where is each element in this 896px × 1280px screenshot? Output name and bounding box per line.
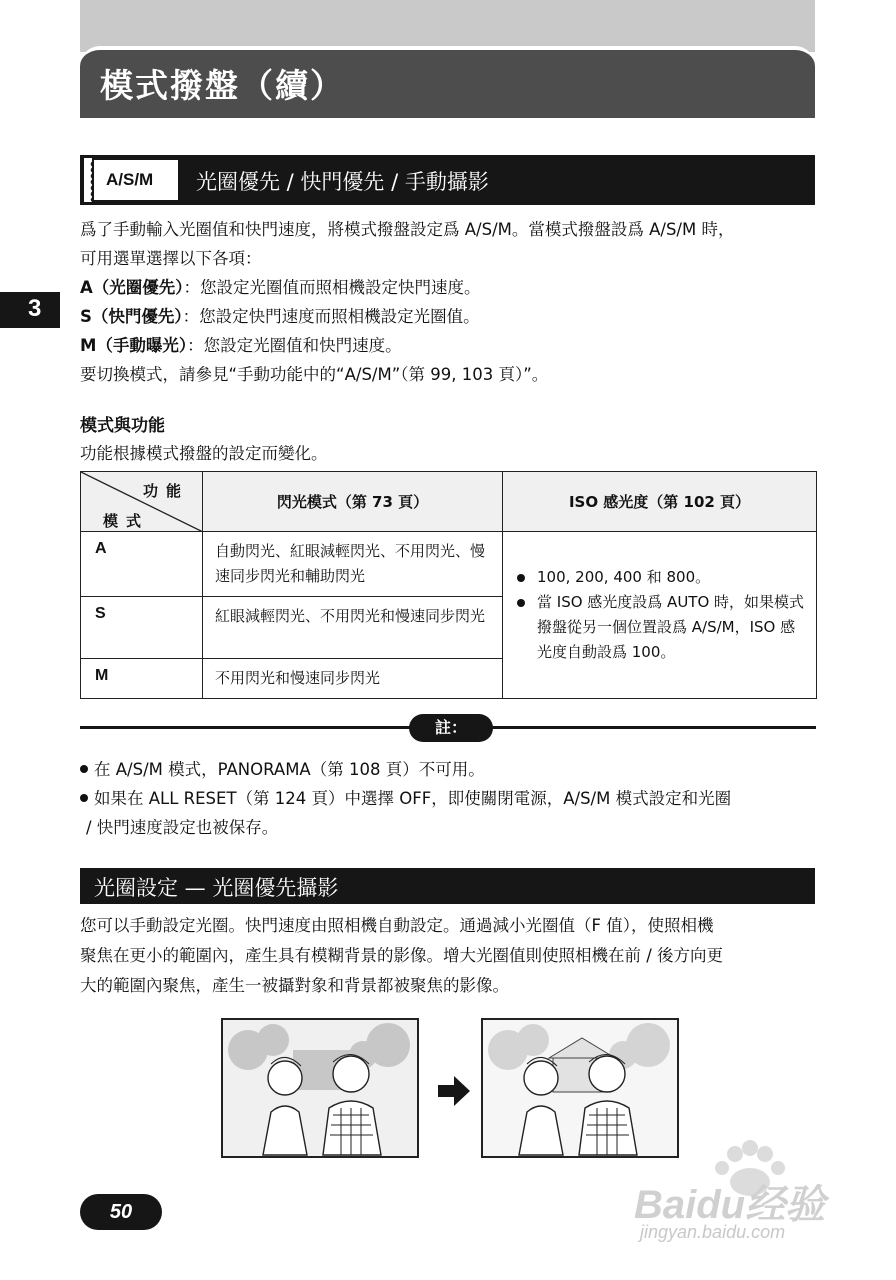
mode-label: S（快門優先） (80, 307, 183, 326)
aperture-line: 大的範圍內聚焦，產生一被攝對象和背景都被聚焦的影像。 (80, 976, 509, 995)
table-corner-cell (81, 472, 203, 532)
aperture-description (80, 911, 820, 1001)
row-mode: A (81, 532, 203, 597)
bullet-icon (80, 794, 88, 802)
blurred-background-illustration (221, 1018, 419, 1158)
iso-bullet-item: 100, 200, 400 和 800。 (517, 565, 806, 590)
asm-intro-line: 可用選單選擇以下各項： (80, 249, 262, 268)
row-flash: 紅眼減輕閃光、不用閃光和慢速同步閃光 (203, 597, 503, 659)
functions-desc: 功能根據模式撥盤的設定而變化。 (80, 444, 328, 463)
note-item-continued: / 快門速度設定也被保存。 (86, 818, 279, 837)
bullet-icon (80, 765, 88, 773)
functions-heading: 模式與功能 (80, 416, 165, 436)
mode-item-s (80, 302, 480, 331)
iso-cell (503, 532, 817, 699)
asm-section-title: 光圈優先 / 快門優先 / 手動攝影 (196, 170, 489, 194)
note-label: 註： (409, 714, 493, 742)
table-header-row (81, 472, 817, 532)
row-flash: 不用閃光和慢速同步閃光 (203, 659, 503, 699)
chapter-tab: 3 (0, 292, 60, 328)
arrow-right-icon (438, 1076, 470, 1106)
iso-bullet-item: 當 ISO 感光度設爲 AUTO 時，如果模式撥盤從另一個位置設爲 A/S/M，ISO 感光度自動設爲 100。 (517, 590, 806, 665)
watermark-url: jingyan.baidu.com (640, 1222, 786, 1242)
mode-label: M（手動曝光） (80, 336, 188, 355)
header-band (80, 0, 815, 52)
mode-desc: ：您設定快門速度而照相機設定光圈值。 (182, 307, 480, 326)
mode-item-m (80, 331, 402, 360)
corner-label-mode: 模式 (103, 512, 150, 530)
mode-desc: ：您設定光圈值而照相機設定快門速度。 (183, 278, 481, 297)
mode-desc: ：您設定光圈值和快門速度。 (187, 336, 402, 355)
note-item (80, 784, 731, 813)
note-text: 在 A/S/M 模式，PANORAMA（第 108 頁）不可用。 (94, 760, 485, 779)
note-text: 如果在 ALL RESET（第 124 頁）中選擇 OFF，即使關閉電源，A/S/M 模式設定和光圈 (94, 789, 732, 808)
aperture-line: 聚焦在更小的範圍內，產生具有模糊背景的影像。增大光圈值則使照相機在前 / 後方向更 (80, 946, 724, 965)
switch-reference: 要切換模式，請參見“手動功能中的“A/S/M”（第 99, 103 頁）”。 (80, 365, 549, 384)
sharp-background-illustration (481, 1018, 679, 1158)
page-number: 50 (80, 1194, 162, 1230)
aperture-line: 您可以手動設定光圈。快門速度由照相機自動設定。通過減小光圈值（F 值），使照相機 (80, 916, 714, 935)
asm-intro-line: 爲了手動輸入光圈值和快門速度，將模式撥盤設定爲 A/S/M。當模式撥盤設爲 A/S/M 時， (80, 220, 735, 239)
row-flash: 自動閃光、紅眼減輕閃光、不用閃光、慢速同步閃光和輔助閃光 (203, 532, 503, 597)
aperture-section-title: 光圈設定 — 光圈優先攝影 (94, 876, 339, 900)
mode-label: A（光圈優先） (80, 278, 184, 297)
row-mode: M (81, 659, 203, 699)
asm-mode-tag-label: A/S/M (106, 170, 154, 189)
mode-item-a (80, 273, 481, 302)
column-header-flash: 閃光模式（第 73 頁） (203, 472, 503, 532)
watermark-brand: Baidu经验 (634, 1183, 826, 1227)
mode-function-table (80, 471, 817, 699)
asm-intro (80, 215, 820, 273)
note-item (80, 755, 485, 784)
column-header-iso: ISO 感光度（第 102 頁） (503, 472, 817, 532)
page-title: 模式撥盤（續） (100, 66, 345, 105)
corner-label-function: 功能 (143, 482, 190, 500)
table-row (81, 532, 817, 597)
row-mode: S (81, 597, 203, 659)
